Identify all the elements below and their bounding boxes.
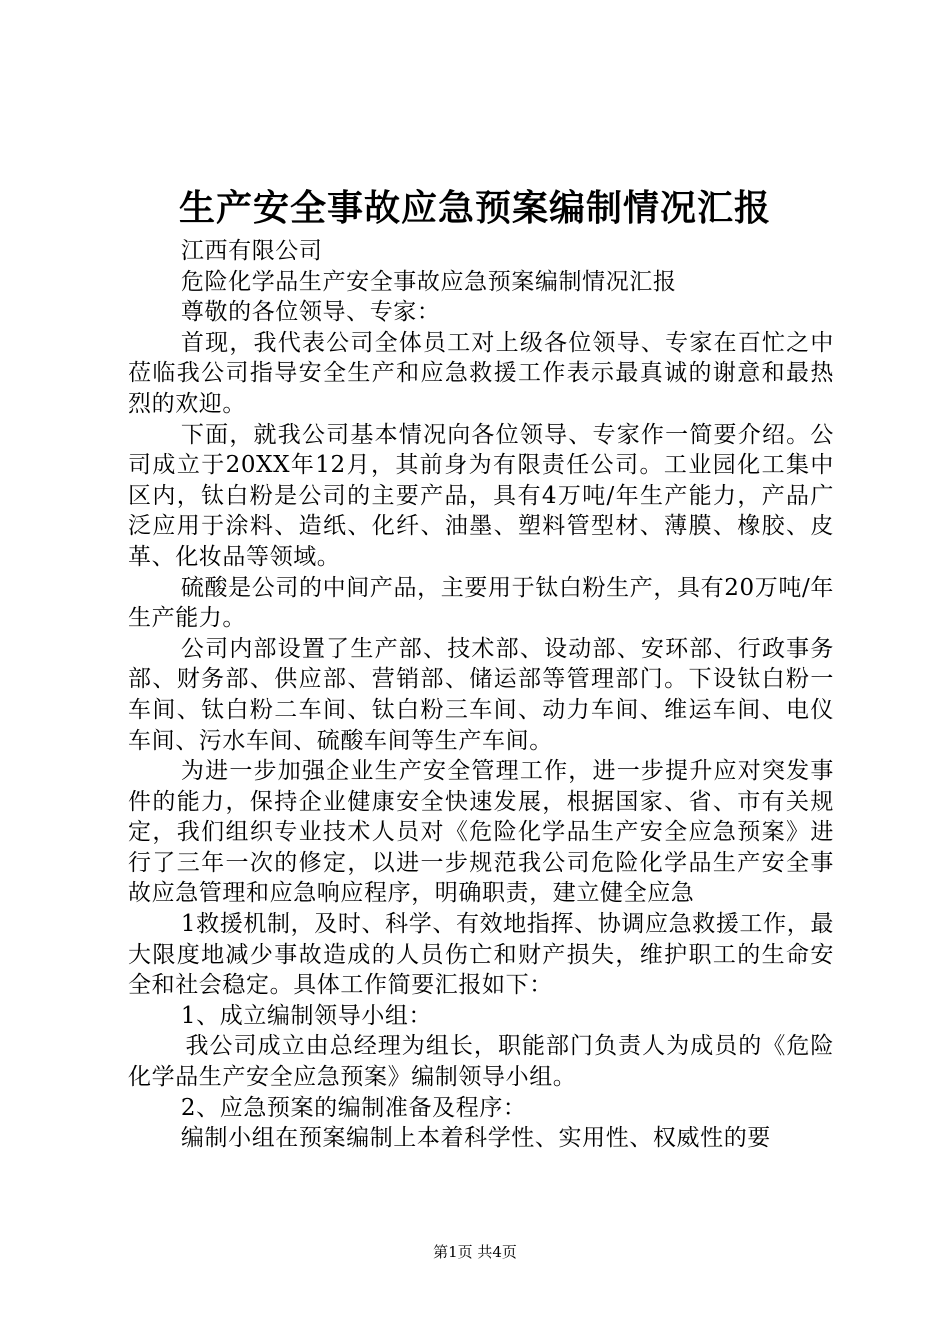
paragraph-departments: 公司内部设置了生产部、技术部、设动部、安环部、行政事务部、财务部、供应部、营销部、储运部等管理部门。下设钛白粉一车间、钛白粉二车间、钛白粉三车间、动力车间、维运车间、电仪车间、污水车间、硫酸车间等生产车间。 xyxy=(128,635,834,754)
section-heading-1: 1、成立编制领导小组： xyxy=(180,1002,433,1029)
paragraph-company-intro: 下面，就我公司基本情况向各位领导、专家作一简要介绍。公司成立于20XX年12月，其前身为有限责任公司。工业园化工集中区内，钛白粉是公司的主要产品，具有4万吨/年生产能力，产品广泛应用于涂料、造纸、化纤、油墨、塑料管型材、薄膜、橡胶、皮革、化妆品等领域。 xyxy=(128,421,834,570)
paragraph-sulfuric-acid: 硫酸是公司的中间产品，主要用于钛白粉生产，具有20万吨/年生产能力。 xyxy=(128,574,834,632)
document-body xyxy=(128,236,834,1154)
section-heading-2: 2、应急预案的编制准备及程序： xyxy=(180,1094,527,1121)
paragraph-welcome: 首现，我代表公司全体员工对上级各位领导、专家在百忙之中莅临我公司指导安全生产和应急救援工作表示最真诚的谢意和最热烈的欢迎。 xyxy=(128,329,834,417)
document-title: 生产安全事故应急预案编制情况汇报 xyxy=(178,187,771,229)
paragraph-rescue-mechanism: 1救援机制，及时、科学、有效地指挥、协调应急救援工作，最大限度地减少事故造成的人员伤亡和财产损失，维护职工的生命安全和社会稳定。具体工作简要汇报如下： xyxy=(128,911,834,999)
paragraph-purpose: 为进一步加强企业生产安全管理工作，进一步提升应对突发事件的能力，保持企业健康安全快速发展，根据国家、省、市有关规定，我们组织专业技术人员对《危险化学品生产安全应急预案》进行了三年一次的修定，以进一步规范我公司危险化学品生产安全事故应急管理和应急响应程序，明确职责，建立健全应急 xyxy=(128,758,834,907)
report-subtitle: 危险化学品生产安全事故应急预案编制情况汇报 xyxy=(180,268,677,295)
company-name: 江西有限公司 xyxy=(180,238,323,264)
page-number-footer: 第1页 共4页 xyxy=(433,1243,517,1261)
paragraph-preparation: 编制小组在预案编制上本着科学性、实用性、权威性的要 xyxy=(180,1125,771,1152)
paragraph-leadership-group: 我公司成立由总经理为组长，职能部门负责人为成员的《危险化学品生产安全应急预案》编制领导小组。 xyxy=(128,1033,834,1091)
salutation: 尊敬的各位领导、专家： xyxy=(180,299,441,326)
